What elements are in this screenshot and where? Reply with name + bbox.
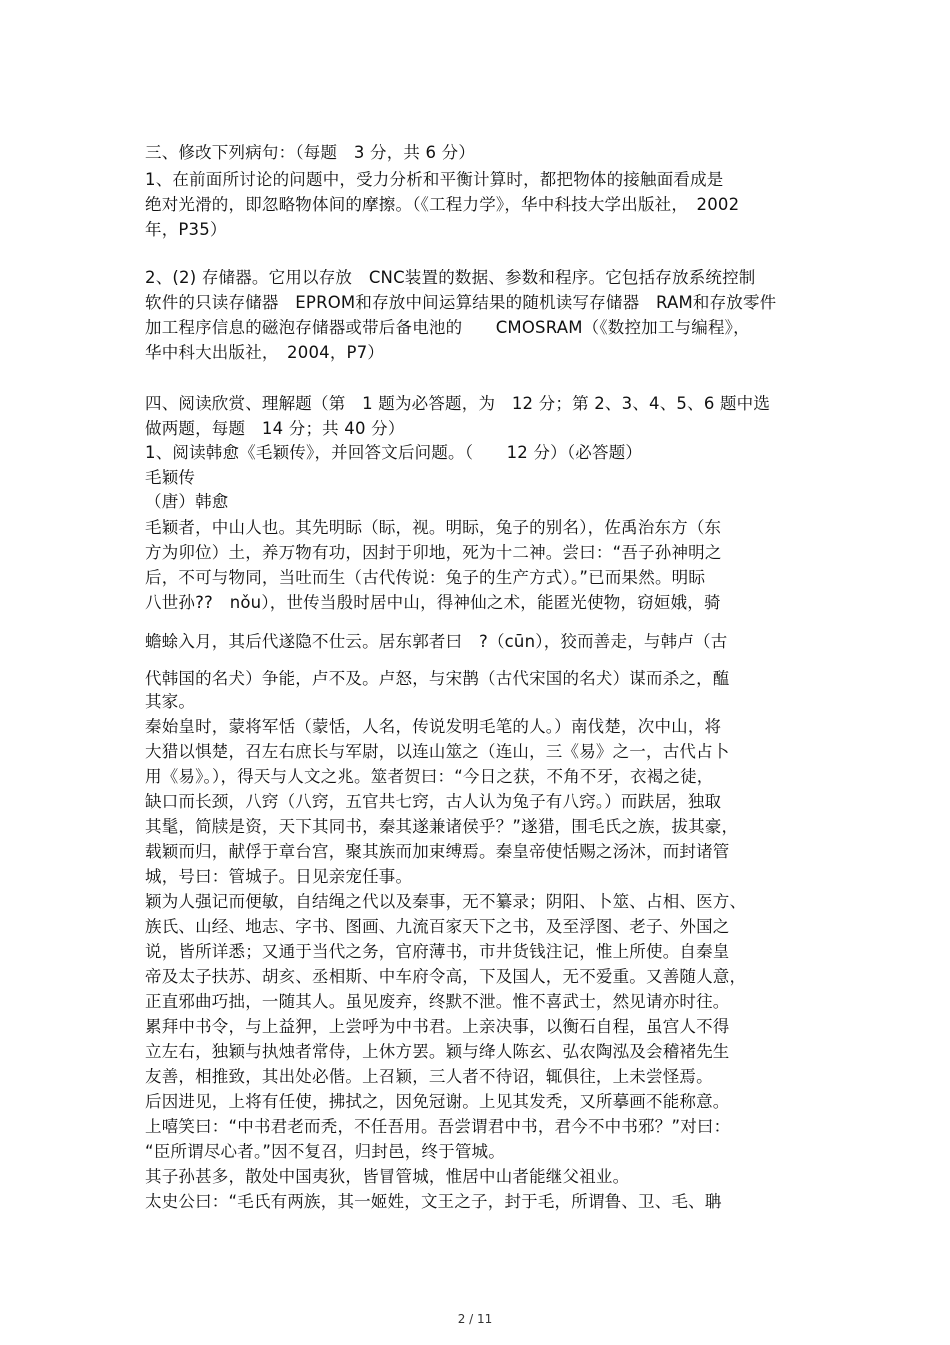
passage-line: 帝及太子扶苏、胡亥、丞相斯、中车府令高，下及国人，无不爱重。又善随人意， bbox=[145, 967, 747, 986]
passage-line: 其髦，简牍是资，天下其同书，秦其遂兼诸侯乎？”遂猎，围毛氏之族，拔其豪， bbox=[145, 817, 739, 836]
passage-line: 后，不可与物同，当吐而生（古代传说：兔子的生产方式）。”已而果然。明眎 bbox=[145, 568, 706, 587]
passage-line: 太史公曰：“毛氏有两族，其一姬姓，文王之子，封于毛，所谓鲁、卫、毛、聃 bbox=[145, 1192, 722, 1211]
text-line: 软件的只读存储器 EPROM和存放中间运算结果的随机读写存储器 RAM和存放零件 bbox=[145, 293, 777, 312]
passage-line: “臣所谓尽心者。”因不复召，归封邑，终于管城。 bbox=[145, 1142, 505, 1161]
passage-line: 上嘻笑曰：“中书君老而秃，不任吾用。吾尝谓君中书，君今不中书邪？”对曰： bbox=[145, 1117, 731, 1136]
passage-line: 大猎以惧楚，召左右庶长与军尉，以连山筮之（连山，三《易》之一，古代占卜 bbox=[145, 742, 730, 761]
passage-line: 友善，相推致，其出处必偕。上召颖，三人者不待诏，辄俱往，上未尝怪焉。 bbox=[145, 1067, 713, 1086]
section-heading-three: 三、修改下列病句：（每题 3 分，共 6 分） bbox=[145, 143, 476, 162]
passage-line: 其家。 bbox=[145, 692, 196, 711]
passage-line: 城，号曰：管城子。日见亲宠任事。 bbox=[145, 867, 413, 886]
text-line: 华中科大出版社， 2004，P7） bbox=[145, 343, 385, 362]
passage-line: 说，皆所详悉；又通于当代之务，官府薄书，市井货钱注记，惟上所使。自秦皇 bbox=[145, 942, 730, 961]
passage-line: 秦始皇时，蒙将军恬（蒙恬，人名，传说发明毛笔的人。）南伐楚，次中山，将 bbox=[145, 717, 722, 736]
passage-line: 蟾蜍入月，其后代遂隐不仕云。居东郭者曰 ?（cūn），狡而善走，与韩卢（古 bbox=[145, 632, 728, 651]
passage-author: （唐）韩愈 bbox=[145, 492, 229, 511]
passage-line: 八世孙?? nǒu），世传当殷时居中山，得神仙之术，能匿光使物，窃姮娥，骑 bbox=[145, 593, 721, 612]
page-number: 2 / 11 bbox=[457, 1312, 493, 1326]
passage-line: 颖为人强记而便敏，自结绳之代以及秦事，无不纂录；阴阳、卜筮、占相、医方、 bbox=[145, 892, 747, 911]
text-line: 加工程序信息的磁泡存储器或带后备电池的 CMOSRAM（《数控加工与编程》， bbox=[145, 318, 750, 337]
passage-title: 毛颖传 bbox=[145, 468, 196, 487]
passage-line: 方为卯位）土，养万物有功，因封于卯地，死为十二神。尝曰：“吾子孙神明之 bbox=[145, 543, 722, 562]
text-line: 绝对光滑的，即忽略物体间的摩擦。（《工程力学》，华中科技大学出版社， 2002 bbox=[145, 195, 740, 214]
passage-line: 后因进见，上将有任使，拂拭之，因免冠谢。上见其发秃，又所摹画不能称意。 bbox=[145, 1092, 730, 1111]
passage-line: 族氏、山经、地志、字书、图画、九流百家天下之书，及至浮图、老子、外国之 bbox=[145, 917, 730, 936]
text-line: 年，P35） bbox=[145, 220, 227, 239]
passage-line: 缺口而长颈，八窍（八窍，五官共七窍，古人认为兔子有八窍。）而趺居，独取 bbox=[145, 792, 722, 811]
section-heading-four: 四、阅读欣赏、理解题（第 1 题为必答题，为 12 分；第 2、3、4、5、6 题中选 bbox=[145, 394, 771, 413]
passage-line: 立左右，独颖与执烛者常侍，上休方罢。颖与绛人陈玄、弘农陶泓及会稽褚先生 bbox=[145, 1042, 730, 1061]
text-line: 2、(2) 存储器。它用以存放 CNC装置的数据、参数和程序。它包括存放系统控制 bbox=[145, 268, 756, 287]
passage-line: 毛颖者，中山人也。其先明眎（眎，视。明眎，兔子的别名），佐禹治东方（东 bbox=[145, 518, 722, 537]
passage-line: 其子孙甚多，散处中国夷狄，皆冒管城，惟居中山者能继父祖业。 bbox=[145, 1167, 630, 1186]
text-line: 做两题，每题 14 分；共 40 分） bbox=[145, 419, 405, 438]
passage-line: 代韩国的名犬）争能，卢不及。卢怒，与宋鹊（古代宋国的名犬）谋而杀之，醢 bbox=[145, 669, 730, 688]
passage-line: 正直邪曲巧拙，一随其人。虽见废弃，终默不泄。惟不喜武士，然见请亦时往。 bbox=[145, 992, 730, 1011]
passage-line: 用《易》。），得天与人文之兆。筮者贺曰：“今日之获，不角不牙，衣褐之徒， bbox=[145, 767, 714, 786]
text-line: 1、在前面所讨论的问题中，受力分析和平衡计算时，都把物体的接触面看成是 bbox=[145, 170, 724, 189]
passage-line: 载颖而归，献俘于章台宫，聚其族而加束缚焉。秦皇帝使恬赐之汤沐，而封诸管 bbox=[145, 842, 730, 861]
passage-line: 累拜中书令，与上益狎，上尝呼为中书君。上亲决事，以衡石自程，虽宫人不得 bbox=[145, 1017, 730, 1036]
question-line: 1、阅读韩愈《毛颖传》，并回答文后问题。（ 12 分）（必答题） bbox=[145, 443, 643, 462]
